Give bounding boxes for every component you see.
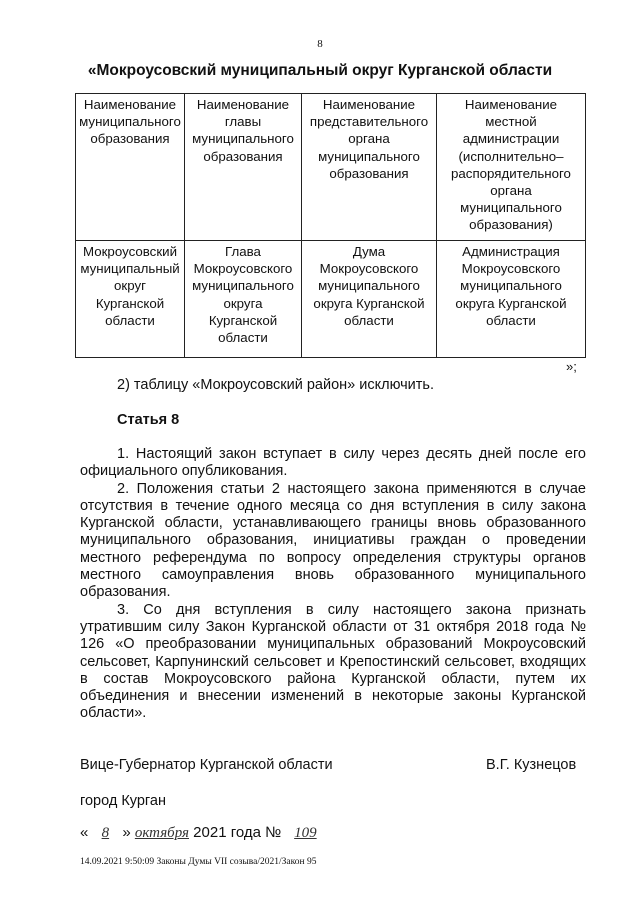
table-cell: Дума Мокроусовского муниципального округа Курганской области <box>302 241 437 358</box>
date-line <box>80 824 325 842</box>
paragraph: 2. Положения статьи 2 настоящего закона применяются в случае отсутствия в течение одного месяца со дня вступления в силу закона Курганской области, устанавливающего границы вновь образованного муниципального образования, инициативы граждан о проведении местного референдума по вопросу определения структуры органов местного самоуправления вновь образованного муниципального образования. <box>80 480 586 601</box>
table-header-row <box>76 94 586 241</box>
signatory-role: Вице-Губернатор Курганской области <box>80 757 333 773</box>
handwritten-day: 8 <box>101 825 110 841</box>
handwritten-number: 109 <box>294 825 317 841</box>
table-cell: Глава Мокроусовского муниципального округа Курганской области <box>185 241 302 358</box>
page-number: 8 <box>317 38 323 50</box>
paragraph: 3. Со дня вступления в силу настоящего закона признать утратившим силу Закон Курганской области от 31 октября 2018 года № 126 «О преобразовании муниципальных образований Мокроусовский сельсовет, Карпунинский сельсовет и Крепостинский сельсовет, входящих в состав Мокроусовского района Курганской области, путем их объединения и внесении изменений в некоторые законы Курганской области». <box>80 601 586 722</box>
close-quote: » <box>122 824 131 841</box>
year-text: 2021 года № <box>193 824 282 841</box>
article-body <box>80 446 586 723</box>
table-row <box>76 241 586 358</box>
table-cell: Администрация Мокроусовского муниципального округа Курганской области <box>437 241 586 358</box>
table-title: «Мокроусовский муниципальный округ Курганской области <box>87 62 553 79</box>
signatory-name: В.Г. Кузнецов <box>486 757 577 773</box>
header-cell: Наименование главы муниципального образования <box>185 94 302 241</box>
table-end-quote: »; <box>566 359 577 374</box>
article-heading: Статья 8 <box>117 412 180 428</box>
handwritten-month: октября <box>134 825 189 841</box>
item-2: 2) таблицу «Мокроусовский район» исключить. <box>117 377 435 393</box>
paragraph: 1. Настоящий закон вступает в силу через десять дней после его официального опубликования. <box>80 446 586 480</box>
header-cell: Наименование местной администрации (исполнительно–распорядительного органа муниципального образования) <box>437 94 586 241</box>
header-cell: Наименование муниципального образования <box>76 94 185 241</box>
city: город Курган <box>80 793 166 809</box>
footer-path: 14.09.2021 9:50:09 Законы Думы VII созыва/2021/Закон 95 <box>80 857 317 867</box>
open-quote: « <box>80 824 89 841</box>
header-cell: Наименование представительного органа муниципального образования <box>302 94 437 241</box>
municipal-table <box>75 93 586 358</box>
table-cell: Мокроусовский муниципальный округ Курганской области <box>76 241 185 358</box>
